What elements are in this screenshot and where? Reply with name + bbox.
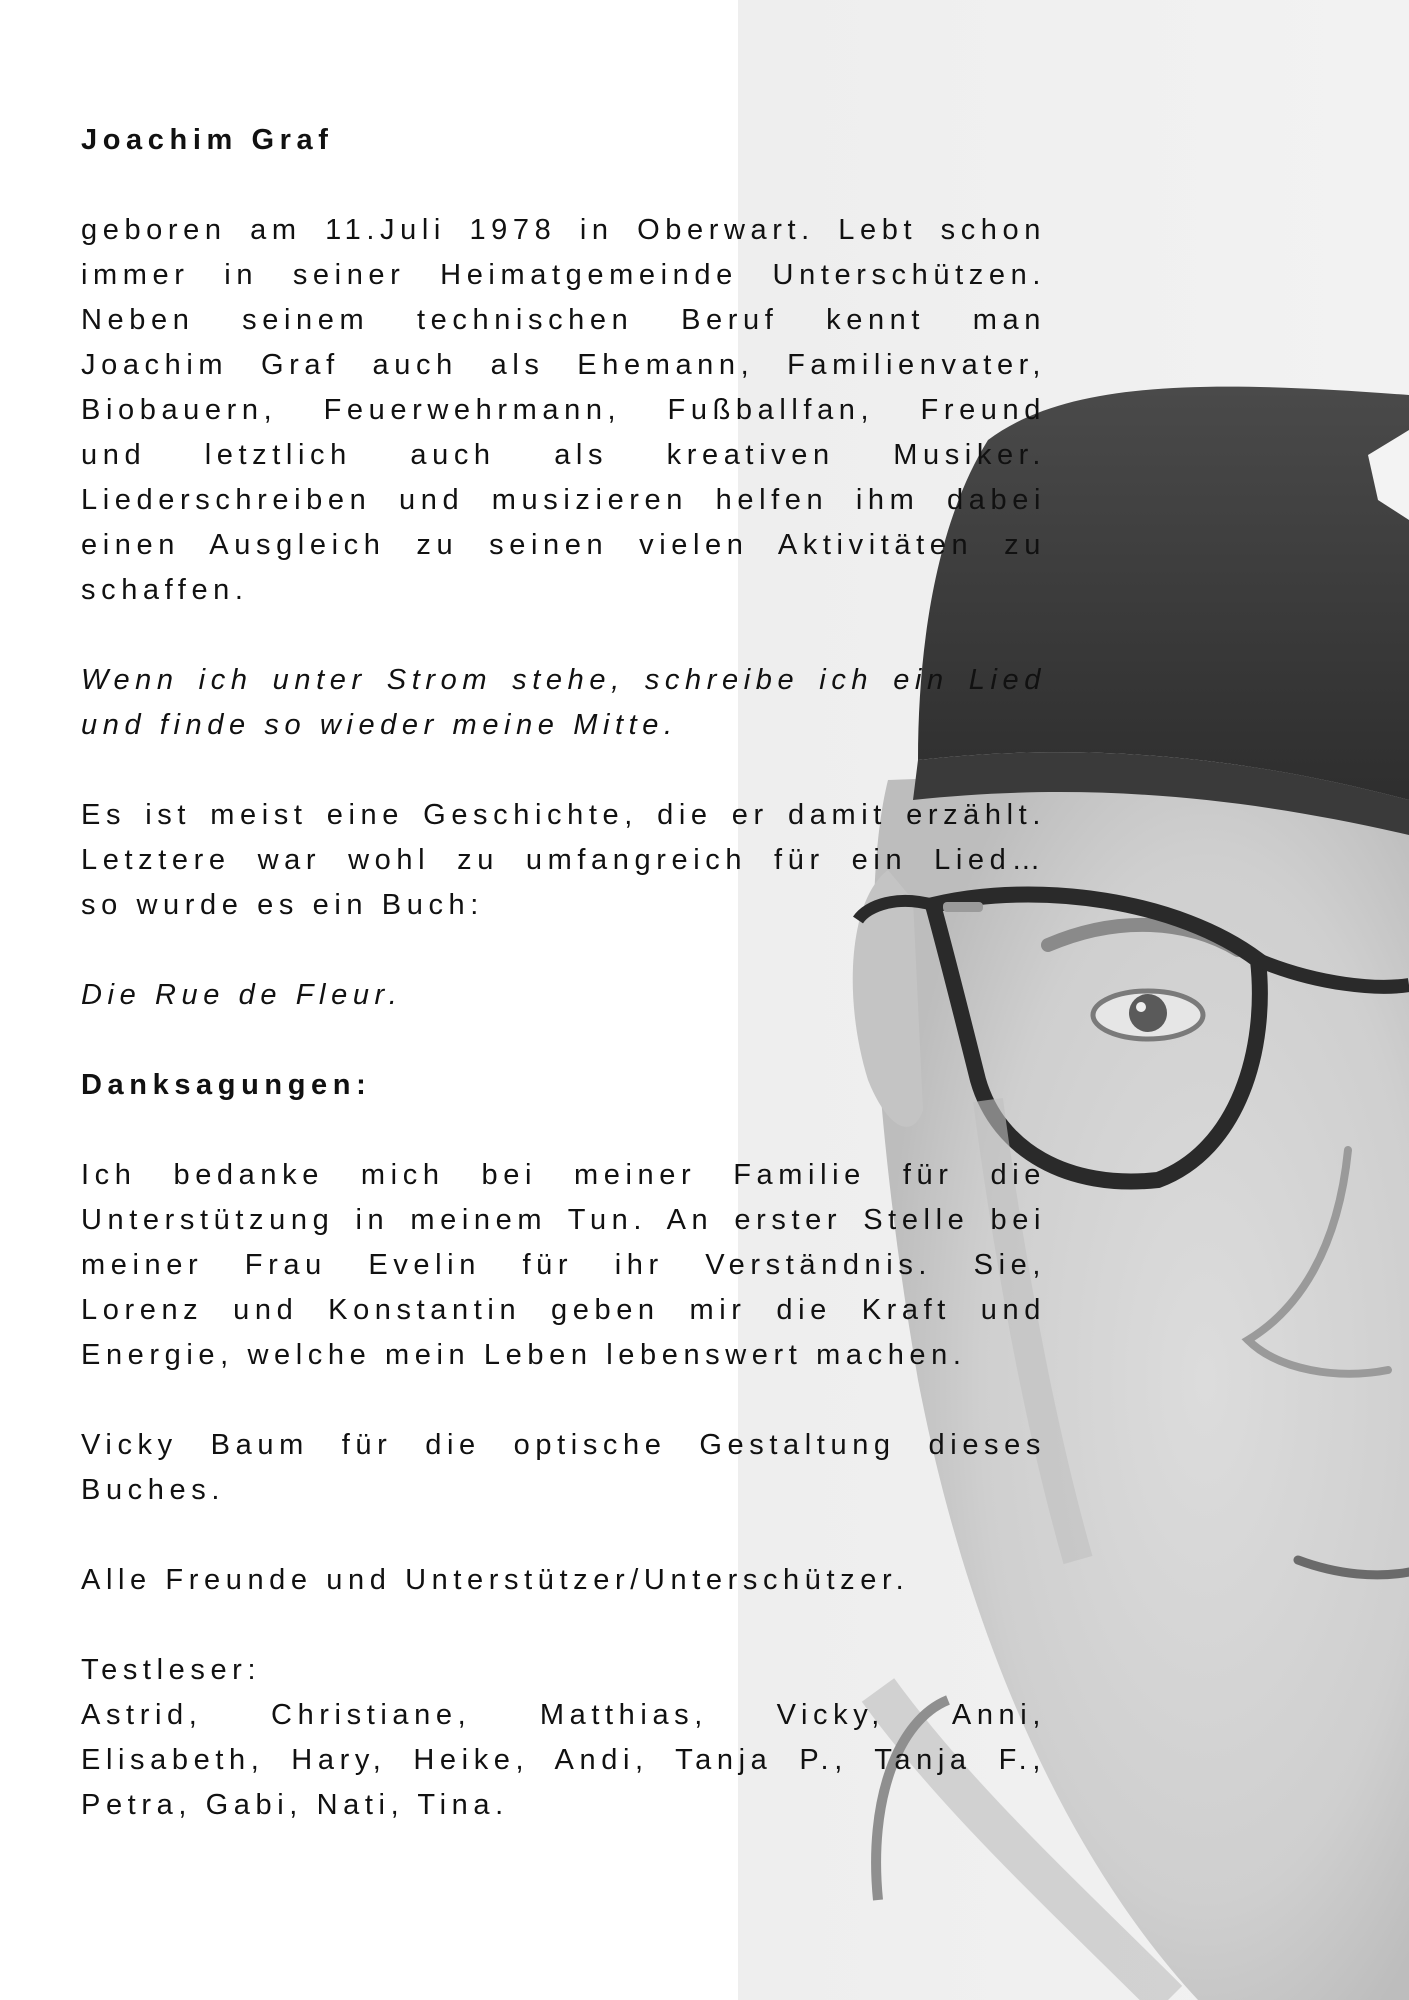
author-bio-paragraph [81,208,1046,613]
text-line: Biobauern, Feuerwehrmann, Fußballfan, Freund [81,394,1046,426]
text-line: Unterstützung in meinem Tun. An erster Stelle bei [81,1204,1046,1236]
text-line: Petra, Gabi, Nati, Tina. [81,1789,509,1821]
design-thanks-paragraph [81,1423,1046,1513]
text-line: und finde so wieder meine Mitte. [81,709,678,741]
text-line: einen Ausgleich zu seinen vielen Aktivitäten zu [81,529,1046,561]
text-line: Elisabeth, Hary, Heike, Andi, Tanja P., Tanja F., [81,1744,1046,1776]
text-line: und letztlich auch als kreativen Musiker. [81,439,1046,471]
text-line: meiner Frau Evelin für ihr Verständnis. Sie, [81,1249,1046,1281]
text-line: immer in seiner Heimatgemeinde Unterschützen. [81,259,1046,291]
story-paragraph [81,793,1046,928]
text-line: Energie, welche mein Leben lebenswert machen. [81,1339,967,1371]
text-line: Lorenz und Konstantin geben mir die Kraft und [81,1294,1046,1326]
text-line: Ich bedanke mich bei meiner Familie für die [81,1159,1046,1191]
text-line: geboren am 11.Juli 1978 in Oberwart. Lebt schon [81,214,1046,246]
text-line: Wenn ich unter Strom stehe, schreibe ich ein Lied [81,664,1046,696]
book-title: Die Rue de Fleur. [81,979,403,1011]
text-line: Letztere war wohl zu umfangreich für ein Lied… [81,844,1046,876]
testreaders-list [81,1693,1046,1828]
family-thanks-paragraph [81,1153,1046,1378]
text-line: Vicky Baum für die optische Gestaltung dieses [81,1429,1046,1461]
text-line: Buches. [81,1474,225,1506]
text-line: Astrid, Christiane, Matthias, Vicky, Anni, [81,1699,1046,1731]
author-name-heading: Joachim Graf [81,124,334,156]
text-line: Es ist meist eine Geschichte, die er damit erzählt. [81,799,1046,831]
testreaders-label: Testleser: [81,1654,262,1686]
text-line: Neben seinem technischen Beruf kennt man [81,304,1046,336]
text-line: Joachim Graf auch als Ehemann, Familienvater, [81,349,1046,381]
acknowledgements-heading: Danksagungen: [81,1069,372,1101]
text-line: schaffen. [81,574,249,606]
text-column [81,118,1046,1873]
text-line: so wurde es ein Buch: [81,889,484,921]
author-quote [81,658,1046,748]
text-line: Liederschreiben und musizieren helfen ihm dabei [81,484,1046,516]
friends-thanks: Alle Freunde und Unterstützer/Unterschützer. [81,1564,910,1596]
